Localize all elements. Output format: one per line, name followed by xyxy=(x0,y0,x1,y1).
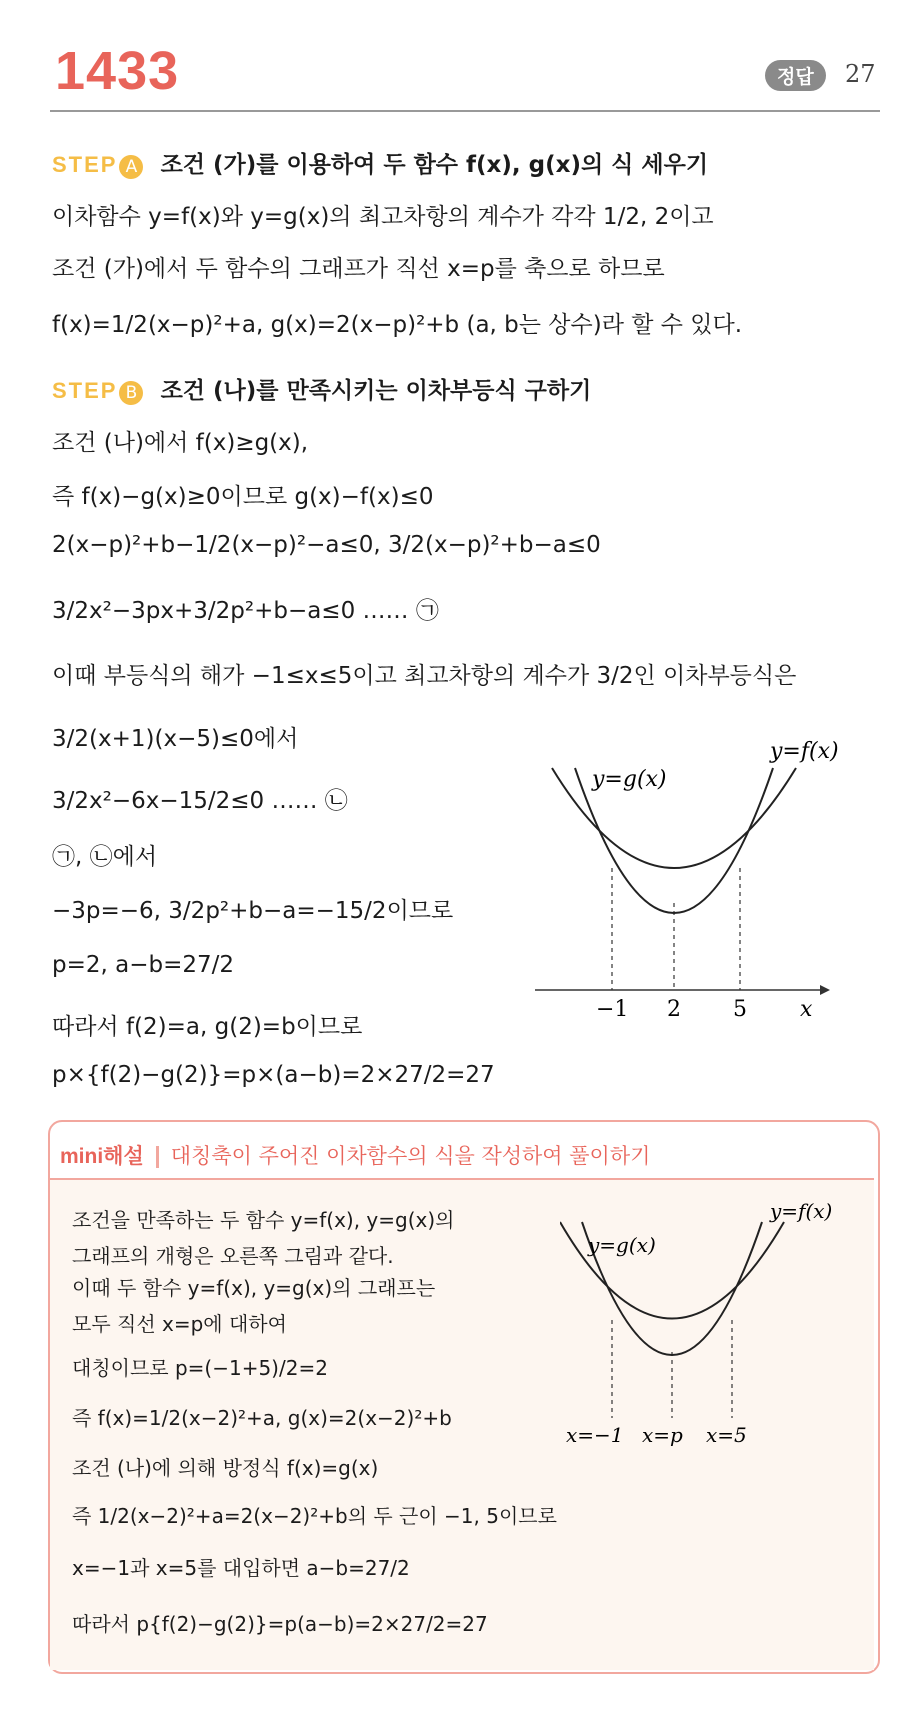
mini-line-8: 즉 1/2(x−2)²+a=2(x−2)²+b의 두 근이 −1, 5이므로 xyxy=(72,1504,557,1528)
step-b-title: 조건 (나)를 만족시키는 이차부등식 구하기 xyxy=(160,378,592,404)
mini-line-4: 모두 직선 x=p에 대하여 xyxy=(72,1312,287,1336)
parabola-graph xyxy=(530,728,880,1018)
mini-line-7: 조건 (나)에 의해 방정식 f(x)=g(x) xyxy=(72,1456,379,1480)
step-b-label: STEP xyxy=(52,378,118,403)
step-b-line-6: 3/2(x+1)(x−5)≤0에서 xyxy=(52,726,299,752)
x-axis-arrow-icon xyxy=(820,985,830,995)
step-a-line-3: f(x)=1/2(x−p)²+a, g(x)=2(x−p)²+b (a, b는 상수)라 할 수 있다. xyxy=(52,312,743,338)
step-b-line-3: 2(x−p)²+b−1/2(x−p)²−a≤0, 3/2(x−p)²+b−a≤0 xyxy=(52,532,601,558)
header-divider xyxy=(50,110,880,112)
tick-label-2: 2 xyxy=(667,997,681,1018)
mini-label: mini해설 xyxy=(60,1145,144,1168)
mini-line-5: 대칭이므로 p=(−1+5)/2=2 xyxy=(72,1356,328,1380)
mini-line-2: 그래프의 개형은 오른쪽 그림과 같다. xyxy=(72,1244,394,1268)
g-label: y=g(x) xyxy=(592,767,667,792)
tick-label-5: 5 xyxy=(733,997,747,1018)
mini-tick-label-p: x=p xyxy=(642,1423,683,1447)
problem-number: 1433 xyxy=(55,41,180,101)
mini-line-9: x=−1과 x=5를 대입하면 a−b=27/2 xyxy=(72,1556,410,1580)
page-number: 27 xyxy=(845,60,876,88)
step-a-line-1: 이차함수 y=f(x)와 y=g(x)의 최고차항의 계수가 각각 1/2, 2이고 xyxy=(52,204,714,230)
mini-title: 대칭축이 주어진 이차함수의 식을 작성하여 풀이하기 xyxy=(170,1144,651,1168)
mini-f-label: y=f(x) xyxy=(770,1200,833,1223)
step-b-line-2: 즉 f(x)−g(x)≥0이므로 g(x)−f(x)≤0 xyxy=(52,484,434,510)
step-b-line-10: p=2, a−b=27/2 xyxy=(52,952,235,978)
f-label: y=f(x) xyxy=(770,739,839,764)
mini-line-3: 이때 두 함수 y=f(x), y=g(x)의 그래프는 xyxy=(72,1276,436,1300)
step-b-line-11: 따라서 f(2)=a, g(2)=b이므로 xyxy=(52,1014,363,1040)
mini-solution-heading xyxy=(60,1140,650,1170)
mini-parabola-graph xyxy=(560,1200,870,1450)
mini-tick-label-minus1: x=−1 xyxy=(566,1423,624,1447)
axis-label-x: x xyxy=(800,997,813,1018)
mini-line-10: 따라서 p{f(2)−g(2)}=p(a−b)=2×27/2=27 xyxy=(72,1612,488,1636)
step-b-line-4: 3/2x²−3px+3/2p²+b−a≤0 …… ㉠ xyxy=(52,598,439,624)
step-a-heading xyxy=(52,146,708,179)
step-b-line-1: 조건 (나)에서 f(x)≥g(x), xyxy=(52,430,309,456)
tick-label-minus1: −1 xyxy=(596,997,629,1018)
step-b-line-9: −3p=−6, 3/2p²+b−a=−15/2이므로 xyxy=(52,898,454,924)
step-a-line-2: 조건 (가)에서 두 함수의 그래프가 직선 x=p를 축으로 하므로 xyxy=(52,256,665,282)
step-a-title: 조건 (가)를 이용하여 두 함수 f(x), g(x)의 식 세우기 xyxy=(160,152,709,178)
mini-line-1: 조건을 만족하는 두 함수 y=f(x), y=g(x)의 xyxy=(72,1208,455,1232)
step-b-line-8: ㉠, ㉡에서 xyxy=(52,844,158,870)
step-a-letter: A xyxy=(119,155,143,179)
step-b-line-12: p×{f(2)−g(2)}=p×(a−b)=2×27/2=27 xyxy=(52,1062,495,1088)
step-b-heading xyxy=(52,372,591,405)
step-b-line-7: 3/2x²−6x−15/2≤0 …… ㉡ xyxy=(52,788,348,814)
mini-g-label: y=g(x) xyxy=(588,1233,656,1257)
curve-f xyxy=(552,768,796,868)
mini-tick-label-5: x=5 xyxy=(706,1423,747,1447)
step-a-label: STEP xyxy=(52,152,118,177)
answer-badge: 정답 xyxy=(765,60,826,91)
step-b-line-5: 이때 부등식의 해가 −1≤x≤5이고 최고차항의 계수가 3/2인 이차부등식은 xyxy=(52,663,797,689)
mini-line-6: 즉 f(x)=1/2(x−2)²+a, g(x)=2(x−2)²+b xyxy=(72,1406,452,1430)
step-b-letter: B xyxy=(119,381,143,405)
mini-divider xyxy=(156,1146,159,1168)
